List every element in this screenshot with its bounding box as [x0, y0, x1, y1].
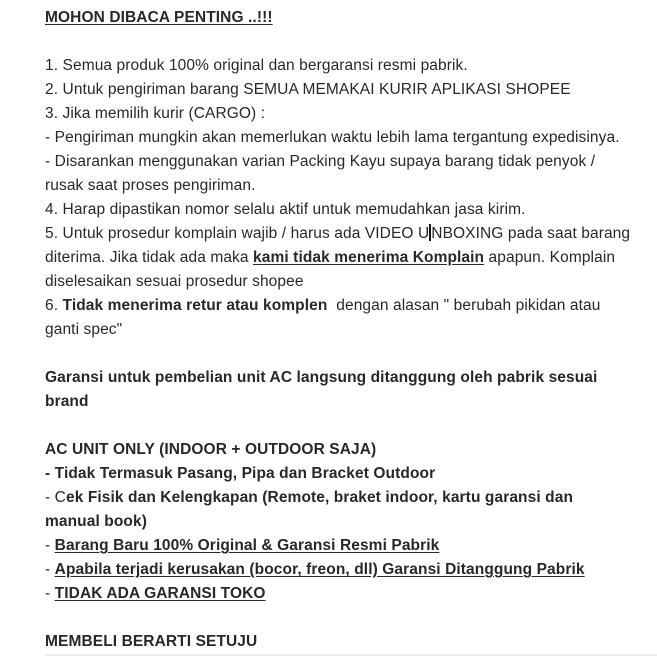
text-line[interactable] [45, 486, 637, 510]
text-segment: MOHON DIBACA PENTING ..!!! [45, 9, 273, 26]
text-segment: manual book) [45, 513, 147, 530]
text-line[interactable] [45, 438, 637, 462]
text-line[interactable] [45, 198, 637, 222]
text-line[interactable] [45, 6, 637, 30]
text-segment: Tidak menerima retur atau komplen [62, 297, 328, 314]
text-line[interactable] [45, 150, 637, 174]
text-line[interactable] [45, 366, 637, 390]
text-segment: - [45, 537, 55, 554]
text-segment: - C [45, 489, 66, 506]
text-line[interactable] [45, 510, 637, 534]
text-segment: 6. [45, 297, 63, 314]
text-segment: 1. Semua produk 100% original dan bergaransi resmi pabrik. [45, 57, 468, 74]
text-line[interactable] [45, 318, 637, 342]
text-line[interactable] [45, 606, 637, 630]
text-line[interactable] [45, 270, 637, 294]
text-line[interactable] [45, 582, 637, 606]
text-line[interactable] [45, 246, 637, 270]
text-segment: MEMBELI BERARTI SETUJU [45, 633, 258, 650]
text-segment: diselesaikan sesuai prosedur shopee [45, 273, 304, 290]
text-segment: - [45, 561, 55, 578]
text-segment: Garansi untuk pembelian unit AC langsung ditanggung oleh pabrik sesuai [45, 369, 598, 386]
text-line[interactable] [45, 558, 637, 582]
text-segment: - Pengiriman mungkin akan memerlukan waktu lebih lama tergantung expedisinya. [45, 129, 620, 146]
text-segment: - Disarankan menggunakan varian Packing Kayu supaya barang tidak penyok / [45, 153, 596, 170]
text-segment: TIDAK ADA GARANSI TOKO [54, 585, 266, 602]
text-line[interactable] [45, 30, 637, 54]
text-segment: Barang Baru 100% Original & Garansi Resmi Pabrik [54, 537, 440, 554]
text-segment: diterima. Jika tidak ada maka [45, 249, 254, 266]
text-line[interactable] [45, 462, 637, 486]
text-line[interactable] [45, 534, 637, 558]
text-segment: 3. Jika memilih kurir (CARGO) : [45, 105, 266, 122]
text-segment: kami tidak menerima Komplain [253, 249, 485, 266]
text-segment: brand [45, 393, 89, 410]
text-line[interactable] [45, 390, 637, 414]
text-segment: ganti spec" [45, 321, 123, 338]
text-line[interactable] [45, 126, 637, 150]
text-segment: Apabila terjadi kerusakan (bocor, freon, dll) Garansi Ditanggung Pabrik [54, 561, 585, 578]
text-segment: 5. Untuk prosedur komplain wajib / harus ada VIDEO U [45, 225, 430, 242]
text-segment: NBOXING pada saat barang [431, 225, 631, 242]
text-segment: rusak saat proses pengiriman. [45, 177, 256, 194]
text-segment: - [45, 585, 55, 602]
text-segment: dengan alasan " berubah pikidan atau [327, 297, 601, 314]
text-line[interactable] [45, 54, 637, 78]
editor-bottom-divider [45, 654, 657, 656]
text-line[interactable] [45, 294, 637, 318]
text-segment: 2. Untuk pengiriman barang SEMUA MEMAKAI KURIR APLIKASI SHOPEE [45, 81, 571, 98]
text-line[interactable] [45, 630, 637, 654]
text-line[interactable] [45, 78, 637, 102]
text-line[interactable] [45, 342, 637, 366]
text-segment: AC UNIT ONLY (INDOOR + OUTDOOR SAJA) [45, 441, 377, 458]
text-segment: 4. Harap dipastikan nomor selalu aktif untuk memudahkan jasa kirim. [45, 201, 526, 218]
text-segment: apapun. Komplain [484, 249, 616, 266]
text-line[interactable] [45, 174, 637, 198]
text-segment: - Tidak Termasuk Pasang, Pipa dan Bracket Outdoor [45, 465, 436, 482]
text-line[interactable] [45, 102, 637, 126]
text-line[interactable] [45, 222, 637, 246]
text-segment: ek Fisik dan Kelengkapan (Remote, braket indoor, kartu garansi dan [65, 489, 574, 506]
text-line[interactable] [45, 414, 637, 438]
